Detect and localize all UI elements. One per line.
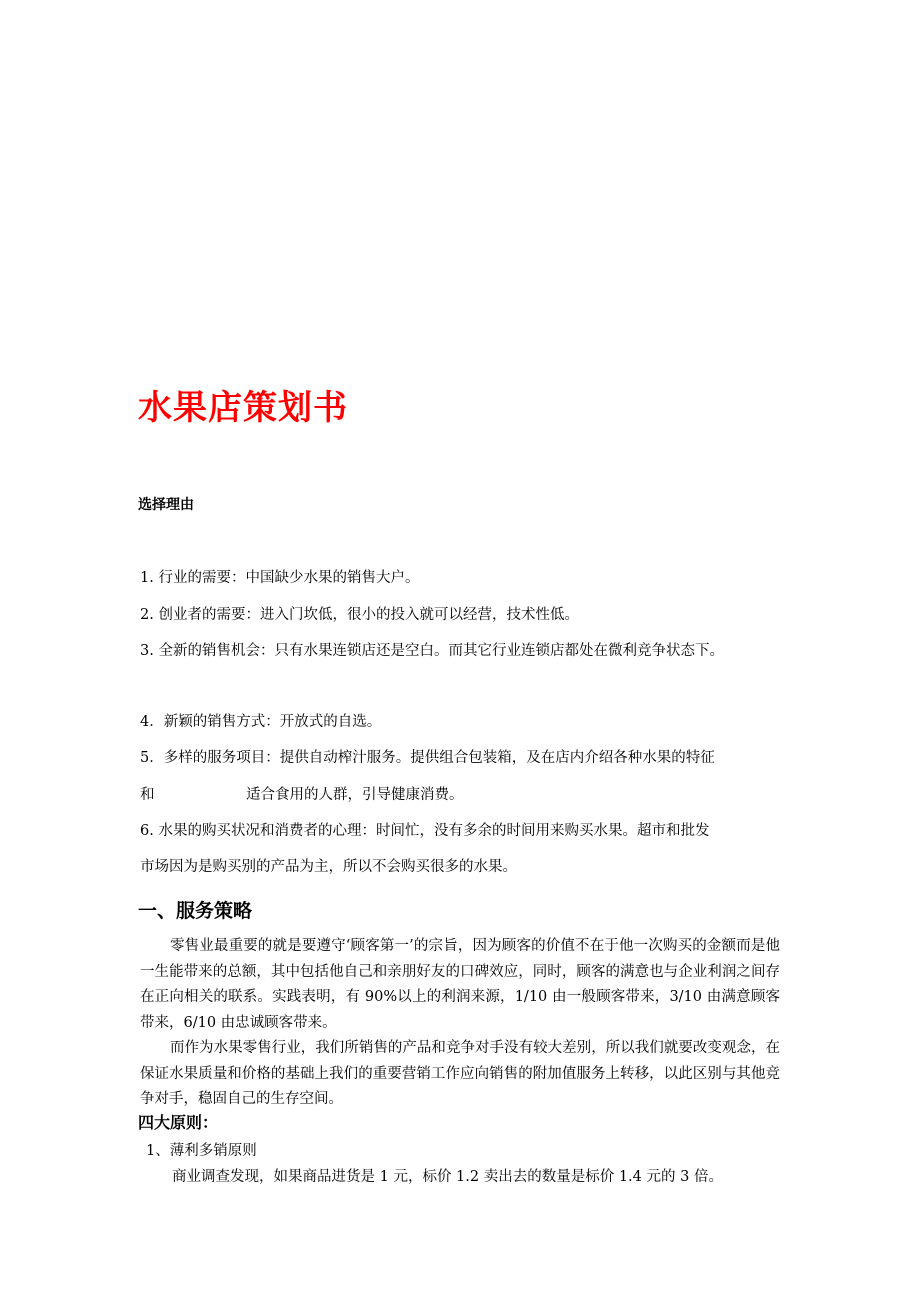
reason-1: 1. 行业的需要：中国缺少水果的销售大户。 [140, 570, 420, 586]
reason-3: 3. 全新的销售机会：只有水果连锁店还是空白。而其它行业连锁店都处在微利竞争状态下。 [140, 643, 724, 659]
reason-4: 4．新颖的销售方式：开放式的自选。 [140, 714, 382, 730]
principles-heading: 四大原则： [138, 1113, 219, 1132]
reason-6-cont: 市场因为是购买别的产品为主，所以不会购买很多的水果。 [140, 859, 517, 875]
principle-1-text: 商业调查发现，如果商品进货是 1 元，标价 1.2 卖出去的数量是标价 1.4 元的 3 倍。 [172, 1169, 723, 1185]
service-paragraph-1: 零售业最重要的就是要遵守‘顾客第一’的宗旨，因为顾客的价值不在于他一次购买的金额而是他一生能带来的总额，其中包括他自己和亲朋好友的口碑效应，同时，顾客的满意也与企业利润之间存在正向相关的联系。实践表明，有 90%以上的利润来源，1/10 由一般顾客带来，3/10 由满意顾客带来，6/10 由忠诚顾客带来。 [140, 938, 780, 1031]
reasons-heading: 选择理由 [138, 497, 194, 513]
document-title: 水果店策划书 [138, 388, 348, 428]
section-heading-service: 一、服务策略 [138, 900, 253, 922]
reason-2: 2. 创业者的需要：进入门坎低，很小的投入就可以经营，技术性低。 [140, 607, 579, 623]
reason-6: 6. 水果的购买状况和消费者的心理：时间忙，没有多余的时间用来购买水果。超市和批发 [140, 823, 710, 839]
reason-5-cont-a: 和 [140, 787, 155, 803]
reason-5-cont-b: 适合食用的人群，引导健康消费。 [246, 787, 464, 803]
reason-5: 5．多样的服务项目：提供自动榨汁服务。提供组合包装箱，及在店内介绍各种水果的特征 [140, 750, 715, 766]
service-paragraph-2: 而作为水果零售行业，我们所销售的产品和竞争对手没有较大差别，所以我们就要改变观念，在保证水果质量和价格的基础上我们的重要营销工作应向销售的附加值服务上转移，以此区别与其他竞争对手，稳固自己的生存空间。 [140, 1040, 780, 1107]
principle-1-title: 1、薄利多销原则 [146, 1143, 257, 1159]
